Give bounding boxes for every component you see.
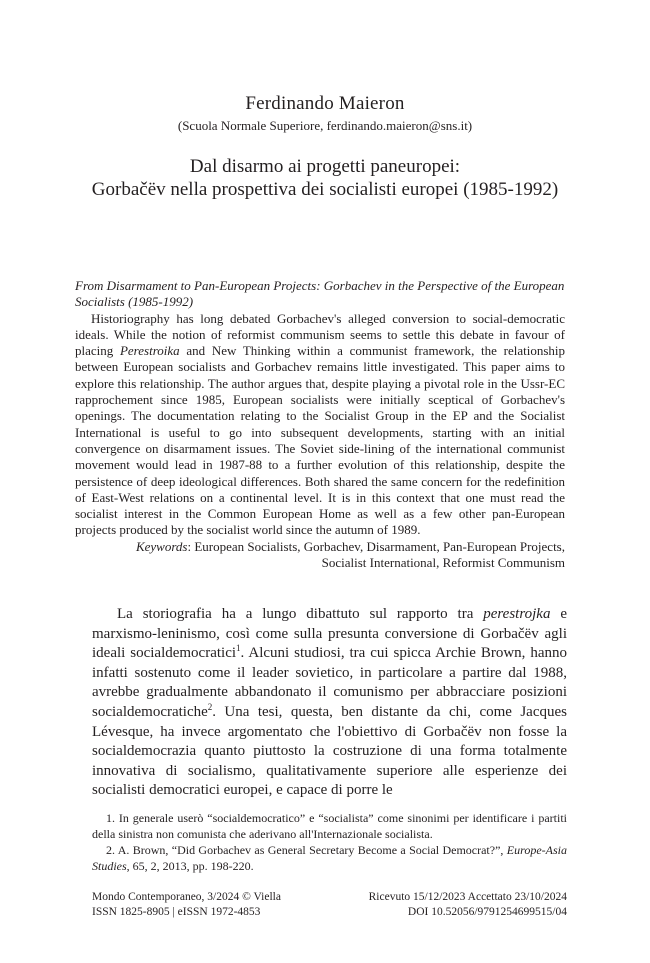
article-title [0,155,650,201]
body-part-4: . Una tesi, questa, ben distante da chi, come Jacques Lévesque, ha invece argomentato che l'obiettivo di Gorbačëv non fosse la socialdemocrazia quanto piuttosto la costruzione di una forma totalmente innovativa di socialismo, qualitativamente superiore alle esperienze dei socialisti democratici europei, e capace di porre le [92,703,567,799]
footnotes [92,810,567,874]
body-paragraph [92,605,567,801]
abstract-text-part-2: and New Thinking within a communist framework, the relationship between European socialists and Gorbachev remains little investigated. This paper aims to explore this relationship. The author argues that, despite playing a pivotal role in the Ussr-EC rapprochement since 1985, European socialists were initially sceptical of Gorbachev's openings. The documentation relating to the Socialist Group in the EP and the Socialist International is useful to go into subsequent developments, starting with an initial convergence on disarmament issues. The Soviet side-lining of the international communist movement would lead in 1987-88 to a further evolution of this relationship, despite the persistence of deep ideological differences. Both shared the same concern for the redefinition of East-West relations on a continental level. It is in this context that one must read the socialist interest in the Common European Home as well as a few other pan-European projects produced by the socialist world since the autumn of 1989. [75,343,565,538]
title-line-2: Gorbačëv nella prospettiva dei socialisti europei (1985-1992) [91,179,559,200]
keywords-line-1: : European Socialists, Gorbachev, Disarmament, Pan-European Projects, [187,538,565,554]
english-title: From Disarmament to Pan-European Projects: Gorbachev in the Perspective of the European Socialists (1985-1992) [75,278,565,310]
abstract-text [75,311,565,539]
body-italic-term: perestrojka [483,606,551,622]
body-text [92,605,567,801]
keywords-label: Keywords [135,538,188,554]
footnote-2-text: 2. A. Brown, “Did Gorbachev as General Secretary Become a Social Democrat?”, [106,843,507,857]
footnote-ref-2[interactable]: 2 [207,701,213,712]
footnote-2-end: , 65, 2, 2013, pp. 198-220. [126,859,254,873]
journal-info: Mondo Contemporaneo, 3/2024 © Viella [92,891,281,903]
dates-info: Ricevuto 15/12/2023 Accettato 23/10/2024 [368,891,567,903]
footnote-2-journal: Europe-Asia Studies [92,843,567,873]
author-name: Ferdinando Maieron [245,93,405,114]
abstract-text-part-1: Historiography has long debated Gorbachev's alleged conversion to social-democratic ideals. While the notion of reformist communism seems to settle this debate in favour of placing [75,310,565,359]
footer-right [369,890,567,920]
footnote-2 [92,842,567,874]
keywords-line-2: Socialist International, Reformist Communism [321,555,565,571]
author-affiliation: (Scuola Normale Superiore, ferdinando.maieron@sns.it) [177,118,473,133]
issn-info: ISSN 1825-8905 | eISSN 1972-4853 [92,906,261,918]
body-part-1: La storiografia ha a lungo dibattuto sul rapporto tra [117,606,484,622]
doi-info: DOI 10.52056/9791254699515/04 [407,906,567,918]
abstract [75,278,565,571]
body-part-2: e marxismo-leninismo, così come sulla presunta conversione di Gorbačëv agli ideali socialdemocratici [92,606,567,662]
abstract-italic-term: Perestroika [119,343,180,359]
footer-left [92,890,281,920]
keywords [75,539,565,572]
footnote-ref-1[interactable]: 1 [236,643,241,654]
body-part-3: . Alcuni studiosi, tra cui spicca Archie Brown, hanno infatti sostenuto come il leader sovietico, in particolare a partire dal 1988, avrebbe gradualmente abbandonato il comunismo per abbracciare posizioni socialdemocratiche [92,645,567,720]
footnote-1: 1. In generale userò “socialdemocratico” e “socialista” come sinonimi per identificare i partiti della sinistra non comunista che aderivano all'Internazionale socialista. [92,811,567,841]
title-line-1: Dal disarmo ai progetti paneuropei: [189,156,461,177]
